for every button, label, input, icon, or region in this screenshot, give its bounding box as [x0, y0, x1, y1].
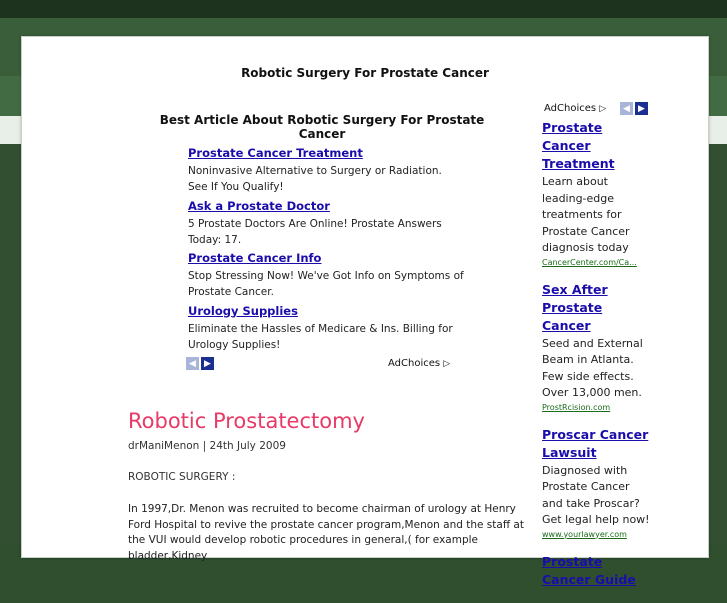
sidebar-ad: [542, 426, 650, 539]
adchoices-link[interactable]: [388, 358, 450, 369]
chevron-left-icon[interactable]: ◀: [186, 357, 199, 370]
ad-block-main: [188, 146, 464, 356]
sidebar-ad-url[interactable]: ProstRcision.com: [542, 402, 611, 412]
adchoices-label: AdChoices: [544, 103, 597, 114]
adchoices-link[interactable]: [544, 103, 606, 114]
adchoices-label: AdChoices: [388, 358, 441, 369]
ad-nav: [620, 102, 648, 115]
sidebar-ad-url[interactable]: www.yourlawyer.com: [542, 529, 627, 539]
sidebar-ad-link[interactable]: Prostate Cancer Treatment: [542, 120, 615, 171]
ad-item: [188, 146, 464, 199]
sidebar-ad: [542, 119, 650, 267]
ad-item: [188, 251, 464, 304]
chevron-right-icon[interactable]: ▶: [635, 102, 648, 115]
ad-nav: [186, 357, 214, 370]
ad-item: [188, 199, 464, 252]
post-title[interactable]: Robotic Prostatectomy: [128, 409, 365, 433]
ad-text: 5 Prostate Doctors Are Online! Prostate Answers Today: 17.: [188, 217, 442, 246]
ad-text: Noninvasive Alternative to Surgery or Radiation. See If You Qualify!: [188, 165, 442, 193]
sidebar-ads: [542, 119, 650, 603]
background-top-bar: [0, 0, 727, 18]
ad-link[interactable]: Prostate Cancer Info: [188, 251, 322, 265]
sidebar-ad: [542, 281, 650, 412]
chevron-right-icon[interactable]: ▶: [201, 357, 214, 370]
ad-link[interactable]: Ask a Prostate Doctor: [188, 198, 330, 213]
sidebar-ad-url[interactable]: CancerCenter.com/Ca...: [542, 257, 637, 267]
sidebar-ad-text: Learn about leading-edge treatments for Prostate Cancer diagnosis today: [542, 175, 630, 254]
article-heading: Best Article About Robotic Surgery For Prostate Cancer: [159, 113, 485, 141]
sidebar-ad-text: Diagnosed with Prostate Cancer and take Proscar? Get legal help now!: [542, 463, 650, 526]
post-body: In 1997,Dr. Menon was recruited to become chairman of urology at Henry Ford Hospital to revive the prostate cancer program,Menon and the staff at the VUI would develop robotic procedures in general,( for example bladder,Kidney: [128, 503, 524, 562]
content-page: [21, 36, 709, 587]
sidebar-ad-link[interactable]: Prostate Cancer Guide: [542, 553, 636, 587]
ad-text: Stop Stressing Now! We've Got Info on Symptoms of Prostate Cancer.: [188, 270, 464, 298]
sidebar-ad-link[interactable]: Proscar Cancer Lawsuit: [542, 426, 649, 460]
site-title: Robotic Surgery For Prostate Cancer: [241, 66, 489, 80]
ad-link[interactable]: Prostate Cancer Treatment: [188, 146, 363, 160]
chevron-left-icon[interactable]: ◀: [620, 102, 633, 115]
sidebar-ad-link[interactable]: Sex After Prostate Cancer: [542, 281, 608, 333]
sidebar-ad: [542, 553, 650, 589]
ad-text: Eliminate the Hassles of Medicare & Ins. Billing for Urology Supplies!: [188, 322, 453, 351]
post-meta: drManiMenon | 24th July 2009: [128, 440, 286, 452]
adchoices-icon: ▷: [599, 104, 607, 114]
ad-link[interactable]: Urology Supplies: [188, 303, 298, 318]
adchoices-icon: ▷: [443, 359, 451, 369]
ad-item: [188, 304, 464, 357]
sidebar-ad-text: Seed and External Beam in Atlanta. Few side effects. Over 13,000 men.: [542, 336, 643, 399]
post-section-heading: ROBOTIC SURGERY :: [128, 471, 236, 483]
